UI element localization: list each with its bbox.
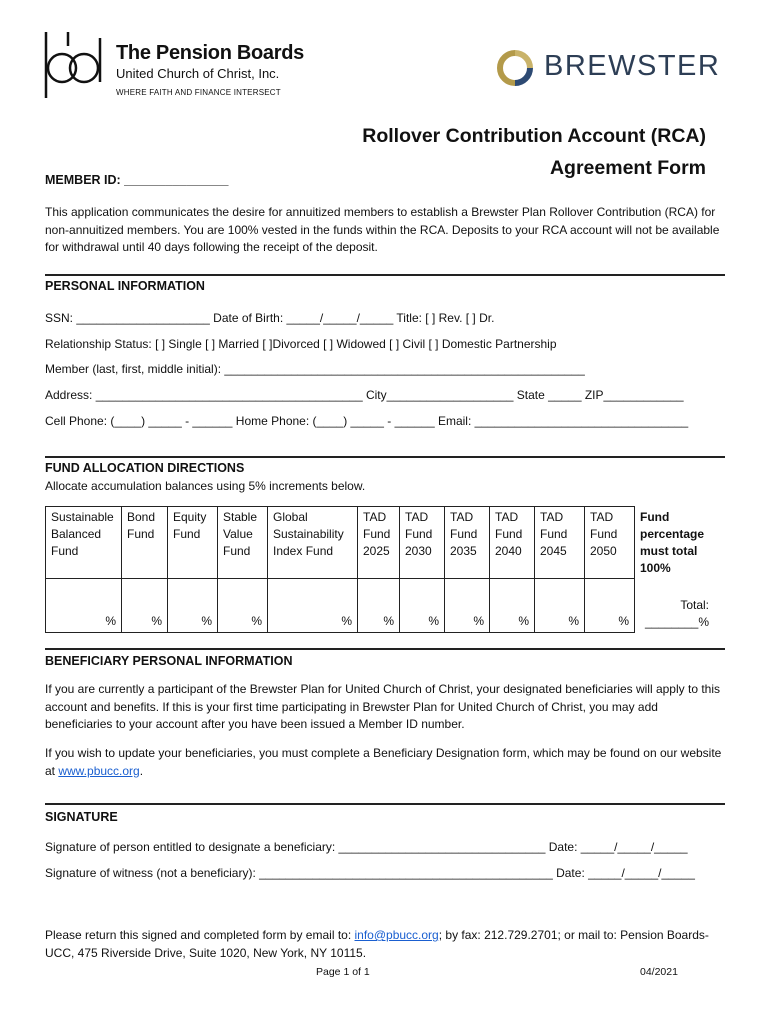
page-number: Page 1 of 1 <box>316 966 370 978</box>
beneficiary-paragraph-2: If you wish to update your beneficiaries, you must complete a Beneficiary Designation form, which may be found on our website at www.pbucc.org. <box>45 746 722 778</box>
fund-column-header: TAD Fund 2040 <box>490 507 535 579</box>
fund-column-header: TAD Fund 2035 <box>445 507 490 579</box>
fund-header-row <box>46 507 715 579</box>
fund-column-header: Equity Fund <box>168 507 218 579</box>
fund-percent-cell[interactable]: % <box>490 579 535 633</box>
fund-column-header: Sustainable Balanced Fund <box>46 507 122 579</box>
fund-percent-cell[interactable]: % <box>122 579 168 633</box>
member-id-field[interactable]: MEMBER ID: _______________ <box>45 173 229 187</box>
org-name: The Pension Boards <box>116 42 304 64</box>
relationship-status-line[interactable]: Relationship Status: [ ] Single [ ] Married [ ]Divorced [ ] Widowed [ ] Civil [ ] Domestic Partnership <box>45 337 557 351</box>
beneficiary-heading: BENEFICIARY PERSONAL INFORMATION <box>45 654 293 668</box>
fund-percent-cell[interactable]: % <box>400 579 445 633</box>
fund-percent-cell[interactable]: % <box>268 579 358 633</box>
fund-percent-cell[interactable]: % <box>218 579 268 633</box>
fund-allocation-heading: FUND ALLOCATION DIRECTIONS <box>45 461 245 475</box>
phone-email-line[interactable]: Cell Phone: (____) _____ - ______ Home Phone: (____) _____ - ______ Email: ________________________________ <box>45 414 689 428</box>
fund-total-cell[interactable]: Total: ________% <box>635 579 715 633</box>
pension-boards-logo-icon <box>42 30 108 100</box>
form-title-line2: Agreement Form <box>549 157 706 179</box>
fund-column-header: TAD Fund 2045 <box>535 507 585 579</box>
fund-allocation-table <box>45 506 714 633</box>
org-subtitle: United Church of Christ, Inc. <box>116 66 280 81</box>
fund-column-header: Bond Fund <box>122 507 168 579</box>
signature-heading: SIGNATURE <box>45 810 118 824</box>
fund-percent-cell[interactable]: % <box>46 579 122 633</box>
fund-allocation-subheading: Allocate accumulation balances using 5% increments below. <box>45 479 366 493</box>
fund-percent-row <box>46 579 715 633</box>
section-divider <box>45 274 725 276</box>
fund-column-header: TAD Fund 2050 <box>585 507 635 579</box>
partner-name: BREWSTER <box>544 50 721 82</box>
form-title <box>362 120 706 184</box>
fund-column-header: TAD Fund 2030 <box>400 507 445 579</box>
fund-column-header: Stable Value Fund <box>218 507 268 579</box>
intro-paragraph: This application communicates the desire for annuitized members to establish a Brewster Plan Rollover Contribution (RCA) for non-annuitized members. You are 100% vested in the funds within the RCA. Deposits to your RCA account will not be available for withdrawal until 40 days following the receipt of the deposit. <box>45 205 720 254</box>
personal-info-heading: PERSONAL INFORMATION <box>45 279 205 293</box>
fund-total-header: Fund percentage must total 100% <box>635 507 715 579</box>
ssn-dob-title-line[interactable]: SSN: ____________________ Date of Birth: _____/_____/_____ Title: [ ] Rev. [ ] Dr. <box>45 311 495 325</box>
fund-column-header: Global Sustainability Index Fund <box>268 507 358 579</box>
fund-percent-cell[interactable]: % <box>585 579 635 633</box>
beneficiary-paragraph-1: If you are currently a participant of the Brewster Plan for United Church of Christ, your designated beneficiaries will apply to this account and benefits. If this is your first time participating in Brewster Plan for United Church of Christ, you may add beneficiaries to your account after you have been issued a Member ID number. <box>45 682 720 731</box>
section-divider <box>45 456 725 458</box>
form-title-line1: Rollover Contribution Account (RCA) <box>362 125 706 147</box>
fund-column-header: TAD Fund 2025 <box>358 507 400 579</box>
member-name-line[interactable]: Member (last, first, middle initial): ______________________________________________________ <box>45 362 585 376</box>
signature-witness-line[interactable]: Signature of witness (not a beneficiary): ____________________________________________ Date: _____/_____/_____ <box>45 866 695 880</box>
address-line[interactable]: Address: ________________________________________ City___________________ State _____ ZIP____________ <box>45 388 684 402</box>
signature-designator-line[interactable]: Signature of person entitled to designate a beneficiary: _______________________________ Date: _____/_____/_____ <box>45 840 688 854</box>
return-instructions: Please return this signed and completed form by email to: info@pbucc.org; by fax: 212.729.2701; or mail to: Pension Boards-UCC, 475 Riverside Drive, Suite 1020, New York, NY 10115. <box>45 928 709 960</box>
brewster-logo-icon <box>497 50 533 86</box>
email-link[interactable]: info@pbucc.org <box>354 928 439 942</box>
fund-percent-cell[interactable]: % <box>358 579 400 633</box>
fund-percent-cell[interactable]: % <box>445 579 490 633</box>
revision-date: 04/2021 <box>640 966 678 978</box>
org-tagline: WHERE FAITH AND FINANCE INTERSECT <box>116 88 281 97</box>
section-divider <box>45 803 725 805</box>
fund-percent-cell[interactable]: % <box>535 579 585 633</box>
fund-percent-cell[interactable]: % <box>168 579 218 633</box>
section-divider <box>45 648 725 650</box>
website-link[interactable]: www.pbucc.org <box>58 763 140 778</box>
